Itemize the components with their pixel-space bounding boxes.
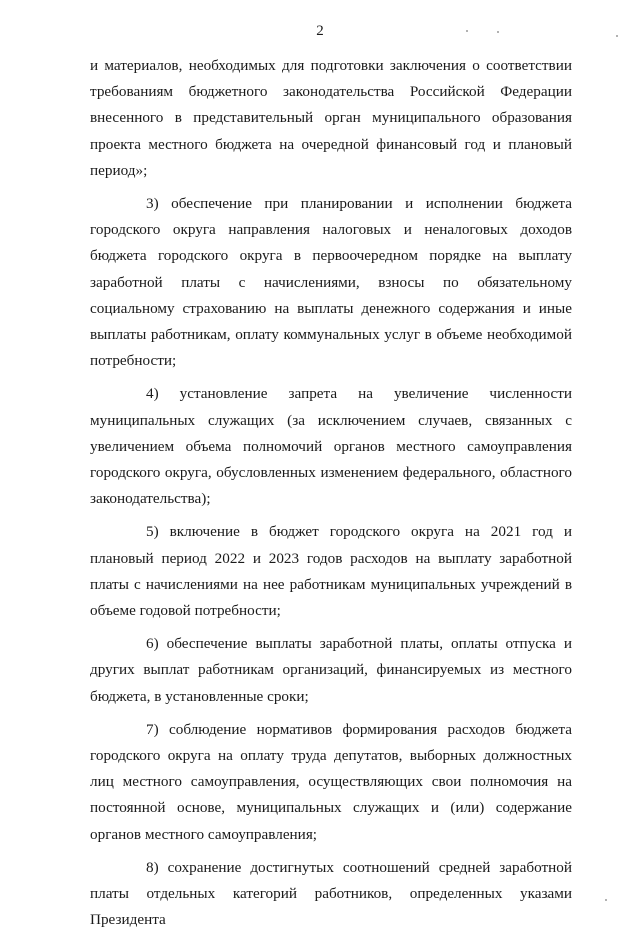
- paragraph-item-6: 6) обеспечение выплаты заработной платы, оплаты отпуска и других выплат работникам организаций, финансируемых из местного бюджета, в установленные сроки;: [90, 635, 572, 705]
- scan-speck: [466, 30, 468, 32]
- paragraph-item-3: 3) обеспечение при планировании и исполнении бюджета городского округа направления налоговых и неналоговых доходов бюджета городского округа в первоочередном порядке на выплату заработной платы с начислениями, взносы по обязательному социальному страхованию на выплаты денежного содержания и иные выплаты работникам, оплату коммунальных услуг в объеме необходимой потребности;: [90, 195, 572, 370]
- scan-speck: [616, 35, 618, 37]
- paragraph-item-5: 5) включение в бюджет городского округа на 2021 год и плановый период 2022 и 2023 годов расходов на выплату заработной платы с начислениями на нее работникам муниципальных учреждений в объеме годовой потребности;: [90, 523, 572, 620]
- paragraph-item-8: 8) сохранение достигнутых соотношений средней заработной платы отдельных категорий работников, определенных указами Президента: [90, 858, 572, 929]
- scan-speck: [605, 899, 607, 901]
- paragraph-continuation: и материалов, необходимых для подготовки заключения о соответствии требованиям бюджетного законодательства Российской Федерации внесенного в представительный орган муниципального образования проекта местного бюджета на очередной финансовый год и плановый период»;: [90, 57, 572, 179]
- scan-speck: [497, 31, 499, 33]
- paragraph-item-7: 7) соблюдение нормативов формирования расходов бюджета городского округа на оплату труда депутатов, выборных должностных лиц местного самоуправления, осуществляющих свои полномочия на постоянной основе, муниципальных служащих и (или) содержание органов местного самоуправления;: [90, 720, 572, 843]
- document-body: [90, 53, 572, 934]
- paragraph-item-4: 4) установление запрета на увеличение численности муниципальных служащих (за исключением случаев, связанных с увеличением объема полномочий органов местного самоуправления городского округа, обусловленных изменением федерального, областного законодательства);: [90, 385, 572, 508]
- page-number: 2: [316, 23, 324, 39]
